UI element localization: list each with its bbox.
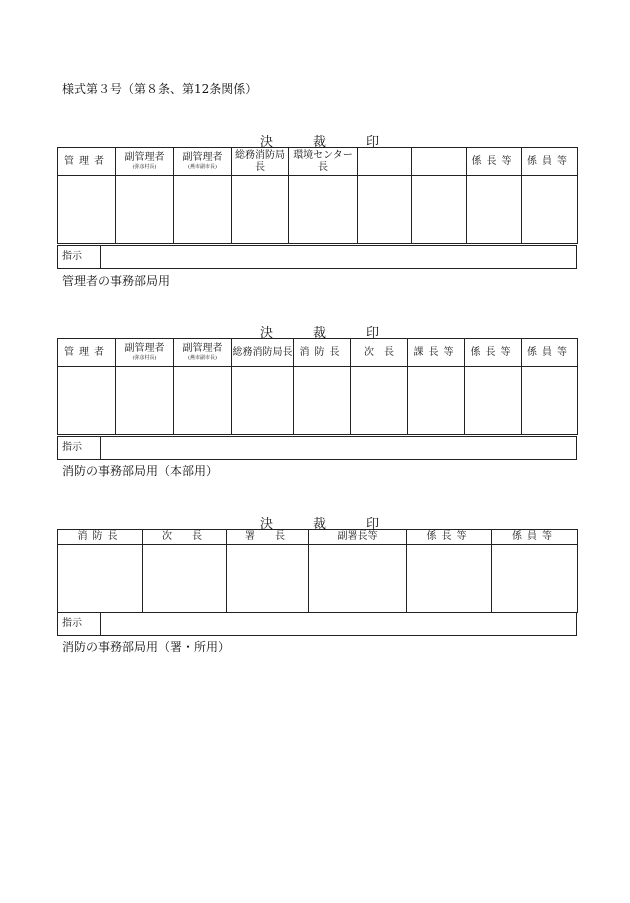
table-caption: 消防の事務部局用（署・所用） <box>62 640 231 654</box>
instruction-label: 指示 <box>58 437 101 460</box>
col-header: 課長等 <box>408 339 465 367</box>
seal-cell[interactable] <box>289 176 358 244</box>
seal-cell[interactable] <box>465 367 522 435</box>
col-header: 次 長 <box>143 530 227 545</box>
seal-cell[interactable] <box>351 367 408 435</box>
col-header: 副管理者 (弥彦村長) <box>116 339 174 367</box>
kessai-char: 決 <box>260 326 274 341</box>
instruction-table-admin <box>57 245 577 269</box>
header-row <box>58 530 578 545</box>
col-header: 係員等 <box>522 339 578 367</box>
seal-cell[interactable] <box>467 176 522 244</box>
seal-row <box>58 367 578 435</box>
seal-cell[interactable] <box>58 176 116 244</box>
seal-cell[interactable] <box>522 367 578 435</box>
seal-cell[interactable] <box>309 545 407 613</box>
seal-cell[interactable] <box>116 176 174 244</box>
col-header: 環境センター長 <box>289 148 358 176</box>
seal-cell[interactable] <box>408 367 465 435</box>
kessai-char: 印 <box>366 135 380 150</box>
col-header: 係長等 <box>467 148 522 176</box>
kessai-char: 決 <box>260 517 274 532</box>
seal-cell[interactable] <box>58 545 143 613</box>
kessai-char: 裁 <box>313 135 327 150</box>
seal-cell[interactable] <box>358 176 412 244</box>
col-header: 副管理者 (燕市副市長) <box>174 339 232 367</box>
col-header <box>412 148 467 176</box>
seal-cell[interactable] <box>174 176 232 244</box>
col-header: 管理者 <box>58 148 116 176</box>
instruction-label: 指示 <box>58 613 101 636</box>
seal-cell[interactable] <box>116 367 174 435</box>
col-header: 総務消防局長 <box>232 148 289 176</box>
seal-cell[interactable] <box>522 176 578 244</box>
seal-cell[interactable] <box>227 545 309 613</box>
table-caption: 管理者の事務部局用 <box>62 274 171 288</box>
kessai-char: 裁 <box>313 326 327 341</box>
col-header: 係長等 <box>465 339 522 367</box>
instruction-label: 指示 <box>58 246 101 269</box>
seal-cell[interactable] <box>143 545 227 613</box>
col-header: 係員等 <box>492 530 578 545</box>
approval-table-admin <box>57 147 578 244</box>
col-header: 副署長等 <box>309 530 407 545</box>
kessai-char: 決 <box>260 135 274 150</box>
instruction-field[interactable] <box>101 613 577 636</box>
seal-cell[interactable] <box>58 367 116 435</box>
col-header: 管理者 <box>58 339 116 367</box>
instruction-field[interactable] <box>101 246 577 269</box>
seal-row <box>58 545 578 613</box>
seal-cell[interactable] <box>174 367 232 435</box>
col-header: 次 長 <box>351 339 408 367</box>
seal-cell[interactable] <box>412 176 467 244</box>
seal-cell[interactable] <box>232 176 289 244</box>
col-header: 副管理者 (弥彦村長) <box>116 148 174 176</box>
col-header <box>358 148 412 176</box>
seal-cell[interactable] <box>232 367 294 435</box>
form-heading: 様式第３号（第８条、第12条関係） <box>62 82 258 96</box>
col-header: 係長等 <box>407 530 492 545</box>
instruction-field[interactable] <box>101 437 577 460</box>
seal-row <box>58 176 578 244</box>
col-header: 副管理者 (燕市副市長) <box>174 148 232 176</box>
col-header: 消防長 <box>58 530 143 545</box>
approval-table-station <box>57 529 578 613</box>
seal-cell[interactable] <box>492 545 578 613</box>
col-header: 総務消防局長 <box>232 339 294 367</box>
instruction-table-station <box>57 612 577 636</box>
col-header: 消防長 <box>294 339 351 367</box>
kessai-char: 印 <box>366 326 380 341</box>
instruction-table-hq <box>57 436 577 460</box>
approval-table-hq <box>57 338 578 435</box>
header-row <box>58 148 578 176</box>
seal-cell[interactable] <box>407 545 492 613</box>
table-caption: 消防の事務部局用（本部用） <box>62 464 219 478</box>
col-header: 係員等 <box>522 148 578 176</box>
col-header: 署 長 <box>227 530 309 545</box>
header-row <box>58 339 578 367</box>
seal-cell[interactable] <box>294 367 351 435</box>
kessai-char: 印 <box>366 517 380 532</box>
kessai-char: 裁 <box>313 517 327 532</box>
